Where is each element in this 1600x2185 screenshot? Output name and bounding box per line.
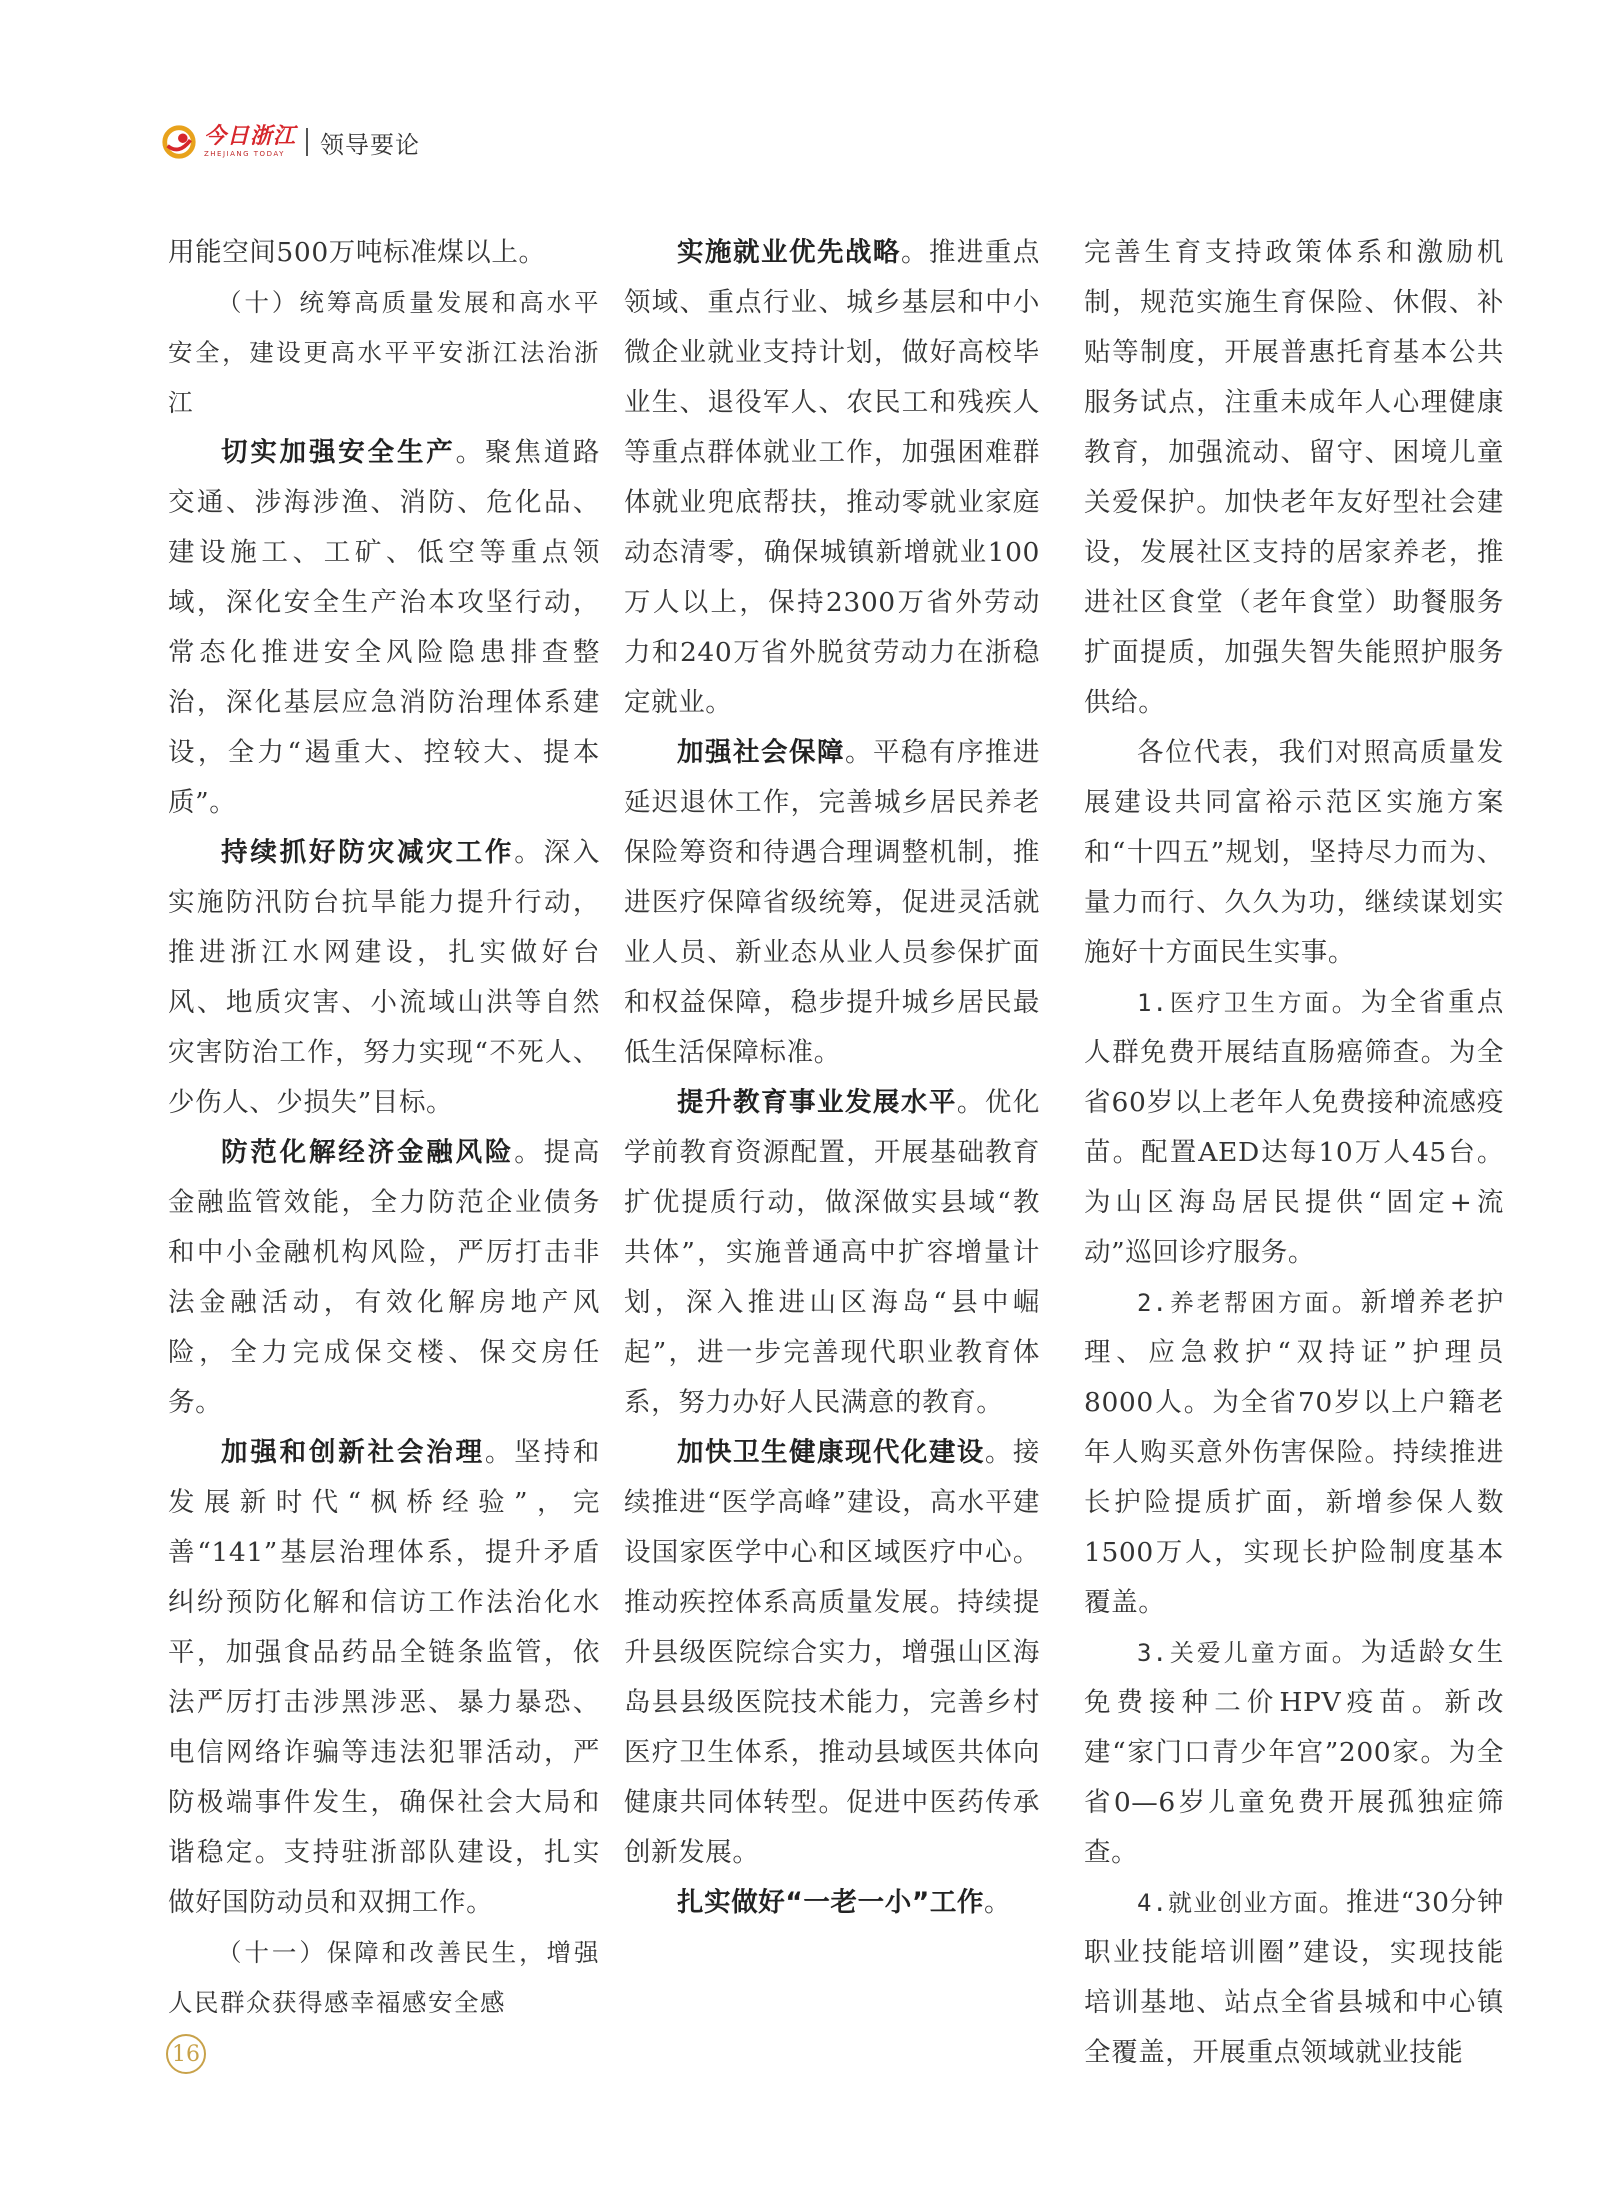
paragraph-lead: 加强和创新社会治理	[221, 1437, 485, 1468]
magazine-logo[interactable]	[160, 123, 296, 161]
subheading: （十一）保障和改善民生，增强人民群众获得感幸福感安全感	[168, 1938, 600, 2017]
list-item-lead: 1.医疗卫生方面	[1137, 989, 1332, 1017]
list-item-lead: 4.就业创业方面	[1137, 1889, 1319, 1917]
list-item: 2.养老帮困方面。新增养老护理、应急救护“双持证”护理员8000人。为全省70岁以上户籍老年人购买意外伤害保险。持续推进长护险提质扩面，新增参保人数1500万人，实现长护险制度基本覆盖。	[1084, 1287, 1504, 1618]
paragraph: 加强社会保障。平稳有序推进延迟退休工作，完善城乡居民养老保险筹资和待遇合理调整机制，推进医疗保障省级统筹，促进灵活就业人员、新业态从业人员参保扩面和权益保障，稳步提升城乡居民最低生活保障标准。	[624, 737, 1040, 1068]
paragraph: 实施就业优先战略。推进重点领域、重点行业、城乡基层和中小微企业就业支持计划，做好高校毕业生、退役军人、农民工和残疾人等重点群体就业工作，加强困难群体就业兜底帮扶，推动零就业家庭动态清零，确保城镇新增就业100万人以上，保持2300万省外劳动力和240万省外脱贫劳动力在浙稳定就业。	[624, 237, 1040, 718]
article-column-3	[1084, 228, 1504, 2078]
page-number: 16	[166, 2034, 206, 2074]
header-divider	[306, 128, 308, 156]
section-title: 领导要论	[320, 130, 421, 159]
list-item-lead: 2.养老帮困方面	[1137, 1289, 1332, 1317]
paragraph-lead: 实施就业优先战略	[677, 237, 901, 268]
paragraph-lead: 切实加强安全生产	[221, 437, 456, 468]
paragraph: 提升教育事业发展水平。优化学前教育资源配置，开展基础教育扩优提质行动，做深做实县域“教共体”，实施普通高中扩容增量计划，深入推进山区海岛“县中崛起”，进一步完善现代职业教育体系，努力办好人民满意的教育。	[624, 1087, 1040, 1418]
list-item: 1.医疗卫生方面。为全省重点人群免费开展结直肠癌筛查。为全省60岁以上老年人免费接种流感疫苗。配置AED达每10万人45台。为山区海岛居民提供“固定+流动”巡回诊疗服务。	[1084, 987, 1504, 1268]
paragraph: 持续抓好防灾减灾工作。深入实施防汛防台抗旱能力提升行动，推进浙江水网建设，扎实做好台风、地质灾害、小流域山洪等自然灾害防治工作，努力实现“不死人、少伤人、少损失”目标。	[168, 837, 600, 1118]
logo-swirl-icon	[160, 123, 198, 161]
paragraph: 完善生育支持政策体系和激励机制，规范实施生育保险、休假、补贴等制度，开展普惠托育基本公共服务试点，注重未成年人心理健康教育，加强流动、留守、困境儿童关爱保护。加快老年友好型社会建设，发展社区支持的居家养老，推进社区食堂（老年食堂）助餐服务扩面提质，加强失智失能照护服务供给。	[1084, 237, 1504, 718]
paragraph: 用能空间500万吨标准煤以上。	[168, 237, 546, 268]
article-column-2	[624, 228, 1040, 1928]
paragraph-lead: 提升教育事业发展水平	[677, 1087, 957, 1118]
logo-chinese-text: 今日浙江	[204, 124, 297, 149]
paragraph-lead: 扎实做好“一老一小”工作	[677, 1887, 985, 1918]
paragraph: 扎实做好“一老一小”工作。	[677, 1887, 1012, 1918]
paragraph-lead: 加强社会保障	[677, 737, 845, 768]
article-column-1	[168, 228, 600, 2028]
paragraph-lead: 持续抓好防灾减灾工作	[221, 837, 515, 868]
paragraph-lead: 加快卫生健康现代化建设	[677, 1437, 985, 1468]
paragraph: 防范化解经济金融风险。提高金融监管效能，全力防范企业债务和中小金融机构风险，严厉打击非法金融活动，有效化解房地产风险，全力完成保交楼、保交房任务。	[168, 1137, 600, 1418]
page-header	[160, 118, 420, 166]
paragraph: 加快卫生健康现代化建设。接续推进“医学高峰”建设，高水平建设国家医学中心和区域医疗中心。推动疾控体系高质量发展。持续提升县级医院综合实力，增强山区海岛县县级医院技术能力，完善乡村医疗卫生体系，推动县域医共体向健康共同体转型。促进中医药传承创新发展。	[624, 1437, 1040, 1868]
subheading: （十）统筹高质量发展和高水平安全，建设更高水平平安浙江法治浙江	[168, 288, 600, 417]
list-item-lead: 3.关爱儿童方面	[1137, 1639, 1332, 1667]
paragraph: 加强和创新社会治理。坚持和发展新时代“枫桥经验”，完善“141”基层治理体系，提升矛盾纠纷预防化解和信访工作法治化水平，加强食品药品全链条监管，依法严厉打击涉黑涉恶、暴力暴恐、电信网络诈骗等违法犯罪活动，严防极端事件发生，确保社会大局和谐稳定。支持驻浙部队建设，扎实做好国防动员和双拥工作。	[168, 1437, 600, 1918]
list-item: 4.就业创业方面。推进“30分钟职业技能培训圈”建设，实现技能培训基地、站点全省县城和中心镇全覆盖，开展重点领域就业技能	[1084, 1887, 1504, 2068]
paragraph-lead: 防范化解经济金融风险	[221, 1137, 515, 1168]
paragraph: 各位代表，我们对照高质量发展建设共同富裕示范区实施方案和“十四五”规划，坚持尽力而为、量力而行、久久为功，继续谋划实施好十方面民生实事。	[1084, 737, 1504, 968]
list-item: 3.关爱儿童方面。为适龄女生免费接种二价HPV疫苗。新改建“家门口青少年宫”200家。为全省0—6岁儿童免费开展孤独症筛查。	[1084, 1637, 1504, 1868]
paragraph: 切实加强安全生产。聚焦道路交通、涉海涉渔、消防、危化品、建设施工、工矿、低空等重点领域，深化安全生产治本攻坚行动，常态化推进安全风险隐患排查整治，深化基层应急消防治理体系建设，全力“遏重大、控较大、提本质”。	[168, 437, 600, 818]
logo-english-text: ZHEJIANG TODAY	[204, 150, 285, 158]
